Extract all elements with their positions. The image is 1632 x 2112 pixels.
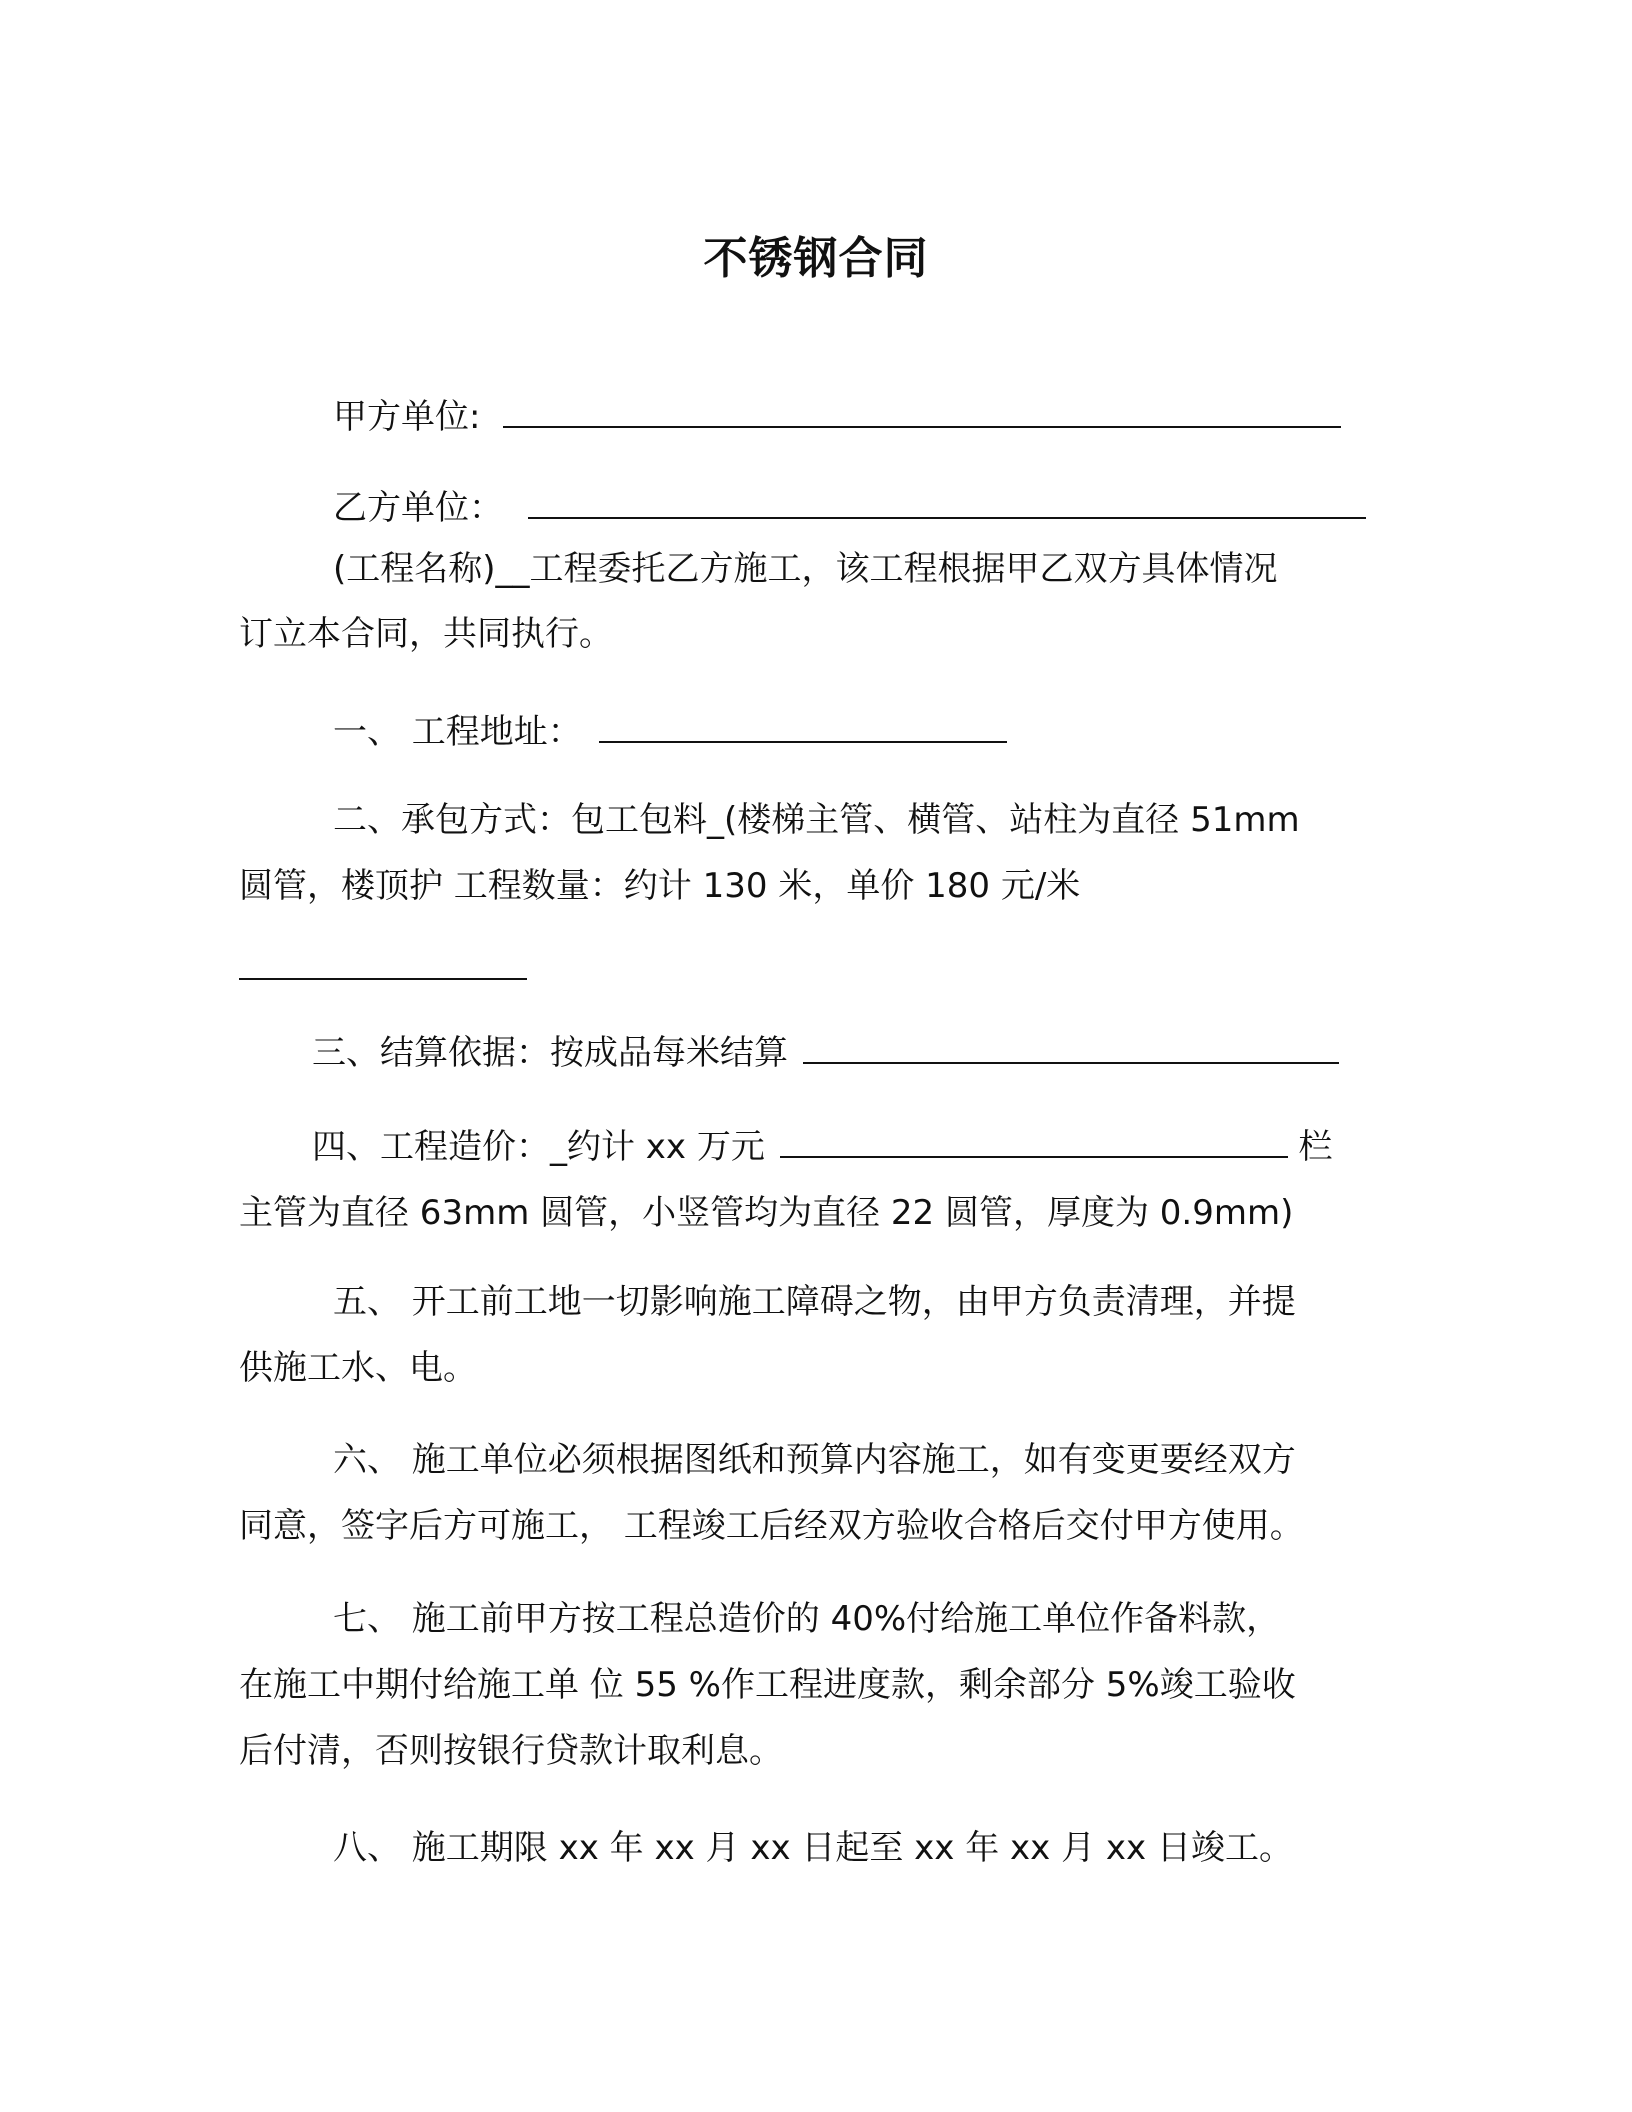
item-2-line-2: 圆管，楼顶护 工程数量：约计 130 米，单价 180 元/米 (239, 866, 1081, 906)
party-b-line (333, 487, 1366, 528)
intro-line-2: 订立本合同，共同执行。 (239, 614, 613, 654)
item-4-line-2: 主管为直径 63mm 圆管，小竖管均为直径 22 圆管，厚度为 0.9mm) (239, 1193, 1294, 1233)
item-7-line-3: 后付清，否则按银行贷款计取利息。 (239, 1731, 783, 1771)
item-5-line-1: 五、 开工前工地一切影响施工障碍之物，由甲方负责清理，并提 (333, 1282, 1296, 1322)
item-6-line-1: 六、 施工单位必须根据图纸和预算内容施工，如有变更要经双方 (333, 1440, 1296, 1480)
item-2-line-1: 二、承包方式：包工包料_(楼梯主管、横管、站柱为直径 51mm (333, 800, 1300, 840)
document-title: 不锈钢合同 (703, 233, 929, 284)
item-2-blank (239, 948, 527, 980)
item-8-line-1: 八、 施工期限 xx 年 xx 月 xx 日起至 xx 年 xx 月 xx 日竣工。 (333, 1828, 1293, 1868)
item-5-line-2: 供施工水、电。 (239, 1348, 477, 1388)
item-3-label: 三、结算依据：按成品每米结算 (312, 1033, 788, 1073)
party-a-blank (503, 396, 1341, 428)
party-a-label: 甲方单位: (333, 397, 481, 437)
item-1-blank (599, 711, 1007, 743)
item-4-tail: 栏 (1298, 1127, 1333, 1167)
item-7-line-2: 在施工中期付给施工单 位 55 %作工程进度款，剩余部分 5%竣工验收 (239, 1665, 1296, 1705)
item-1-line (333, 711, 1007, 752)
item-1-label: 一、 工程地址： (333, 712, 582, 752)
item-4-line-1 (312, 1126, 1332, 1167)
intro-line-1: (工程名称)__工程委托乙方施工，该工程根据甲乙双方具体情况 (333, 549, 1278, 589)
item-3-blank (803, 1032, 1339, 1064)
item-4-blank (780, 1126, 1288, 1158)
party-a-line (333, 396, 1341, 437)
party-b-label: 乙方单位： (333, 488, 503, 528)
party-b-blank (528, 487, 1366, 519)
item-6-line-2: 同意，签字后方可施工， 工程竣工后经双方验收合格后交付甲方使用。 (239, 1506, 1304, 1546)
item-7-line-1: 七、 施工前甲方按工程总造价的 40%付给施工单位作备料款， (333, 1599, 1281, 1639)
item-4-label: 四、工程造价：_约计 xx 万元 (312, 1127, 765, 1167)
item-3-line (312, 1032, 1339, 1073)
